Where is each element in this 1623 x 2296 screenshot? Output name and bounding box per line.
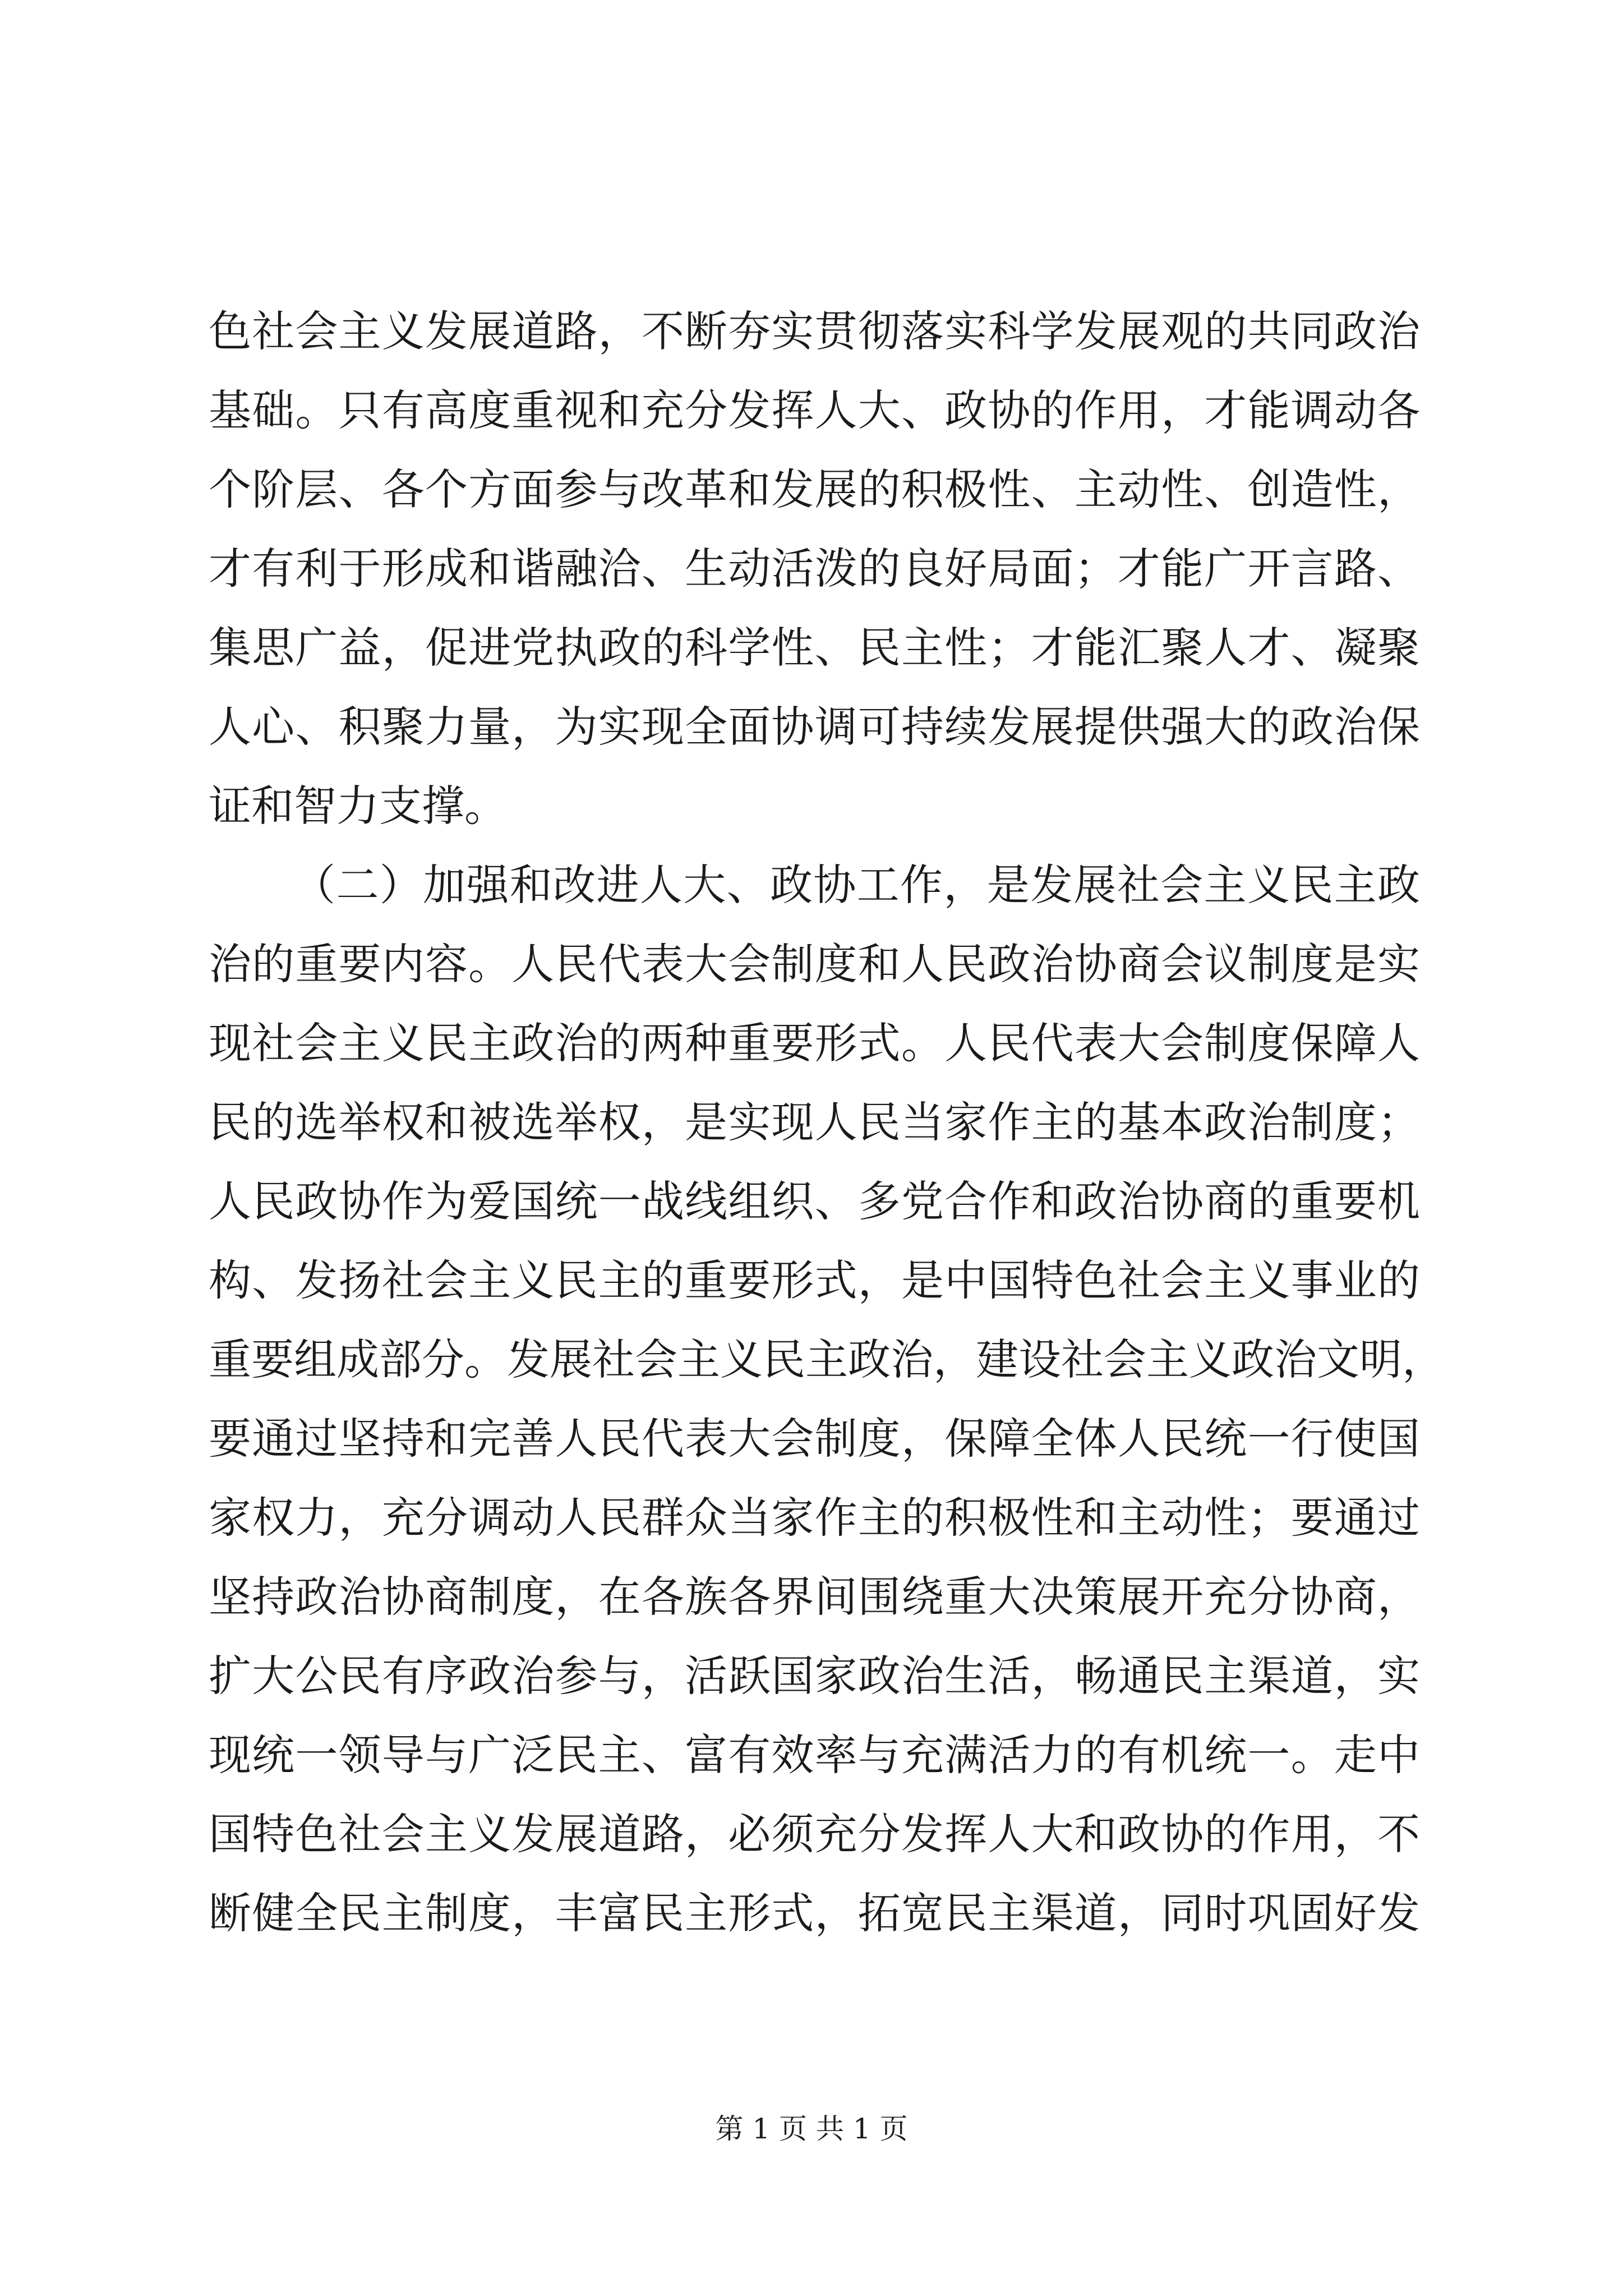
paragraph-1-line-2: 基础。只有高度重视和充分发挥人大、政协的作用，才能调动各 xyxy=(209,385,1420,435)
paragraph-2-line-7: 重要组成部分。发展社会主义民主政治，建设社会主义政治文明， xyxy=(209,1335,1445,1384)
paragraph-2-line-2: 治的重要内容。人民代表大会制度和人民政治协商会议制度是实 xyxy=(209,939,1420,989)
paragraph-1-line-6: 人心、积聚力量，为实现全面协调可持续发展提供强大的政治保 xyxy=(209,702,1420,752)
paragraph-1-line-4: 才有利于形成和谐融洽、生动活泼的良好局面；才能广开言路、 xyxy=(209,544,1420,593)
paragraph-2-line-8: 要通过坚持和完善人民代表大会制度，保障全体人民统一行使国 xyxy=(209,1414,1420,1464)
paragraph-2-line-12: 现统一领导与广泛民主、富有效率与充满活力的有机统一。走中 xyxy=(209,1730,1420,1780)
paragraph-1-line-3: 个阶层、各个方面参与改革和发展的积极性、主动性、创造性， xyxy=(209,464,1420,514)
paragraph-2-line-10: 坚持政治协商制度，在各族各界间围绕重大决策展开充分协商， xyxy=(209,1572,1420,1622)
paragraph-2-line-13: 国特色社会主义发展道路，必须充分发挥人大和政协的作用，不 xyxy=(209,1809,1420,1859)
paragraph-2-line-3: 现社会主义民主政治的两种重要形式。人民代表大会制度保障人 xyxy=(209,1018,1420,1068)
paragraph-2-line-9: 家权力，充分调动人民群众当家作主的积极性和主动性；要通过 xyxy=(209,1493,1420,1543)
page-footer: 第 1 页 共 1 页 xyxy=(715,2113,908,2145)
document-body xyxy=(209,292,1445,1953)
paragraph-2-line-11: 扩大公民有序政治参与，活跃国家政治生活，畅通民主渠道，实 xyxy=(209,1651,1420,1701)
paragraph-1-line-5: 集思广益，促进党执政的科学性、民主性；才能汇聚人才、凝聚 xyxy=(209,623,1420,673)
paragraph-1-line-1: 色社会主义发展道路，不断夯实贯彻落实科学发展观的共同政治 xyxy=(209,306,1420,356)
paragraph-2-line-6: 构、发扬社会主义民主的重要形式，是中国特色社会主义事业的 xyxy=(209,1255,1420,1305)
paragraph-2-line-1: （二）加强和改进人大、政协工作，是发展社会主义民主政 xyxy=(293,860,1420,910)
paragraph-2-line-4: 民的选举权和被选举权，是实现人民当家作主的基本政治制度； xyxy=(209,1097,1420,1147)
paragraph-2-line-5: 人民政协作为爱国统一战线组织、多党合作和政治协商的重要机 xyxy=(209,1176,1420,1226)
paragraph-2-line-14: 断健全民主制度，丰富民主形式，拓宽民主渠道，同时巩固好发 xyxy=(209,1888,1420,1938)
paragraph-1-line-7: 证和智力支撑。 xyxy=(209,781,507,831)
